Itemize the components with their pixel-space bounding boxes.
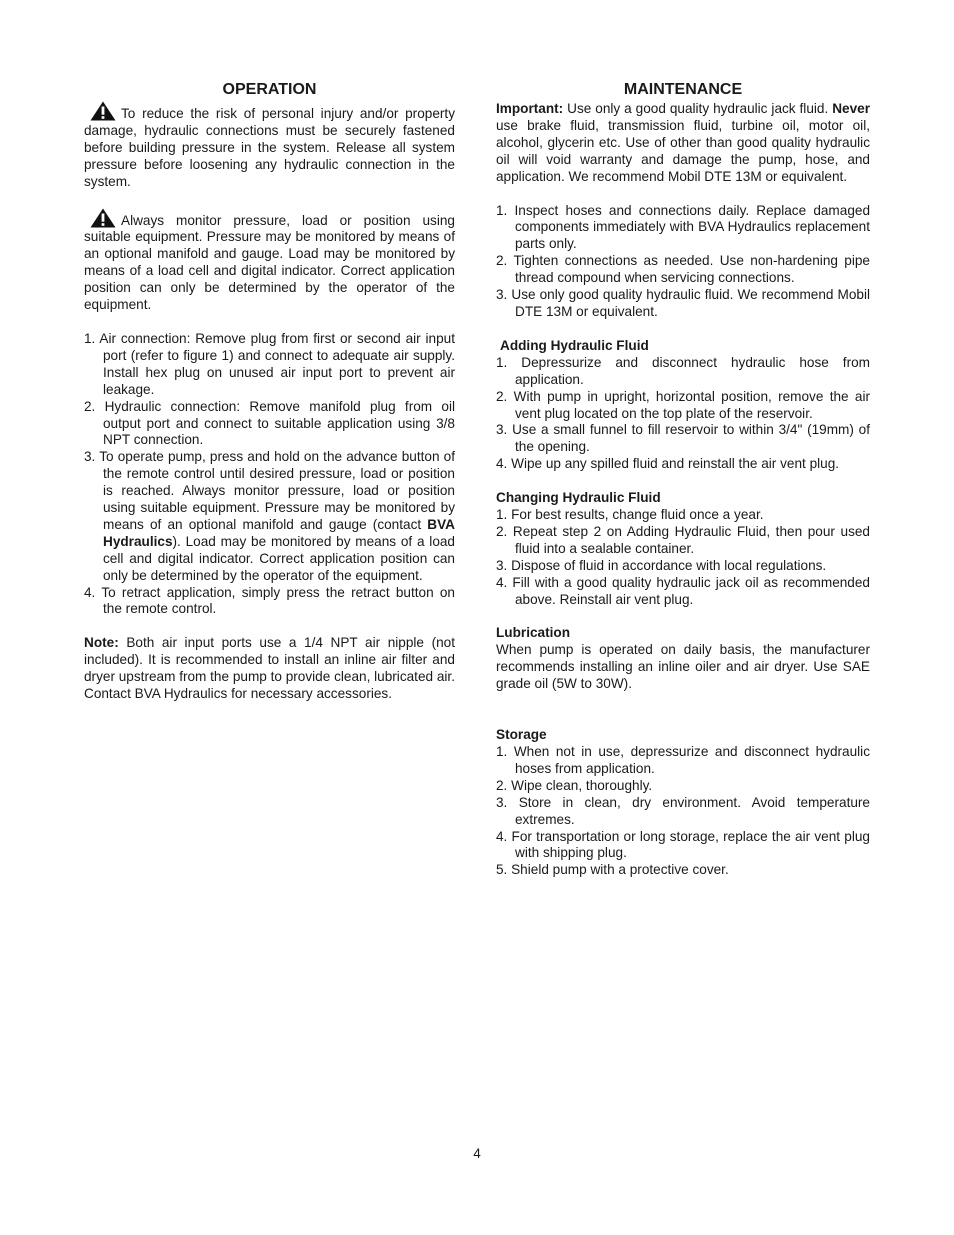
- list-item: 2. Hydraulic connection: Remove manifold plug from oil output port and connect to suitable application using 3/8 NPT connection.: [84, 398, 455, 448]
- step-3-text-b: ). Load may be monitored by means of a load cell and digital indicator. Correct application position can only be determined by the operator of the equipment.: [103, 533, 455, 583]
- operation-column: [84, 80, 455, 703]
- step-3-text-a: 3. To operate pump, press and hold on the advance button of the remote control until desired pressure, load or position is reached. Always monitor pressure, load or position using suitable equipment. Pressure may be monitored by means of an optional manifold and gauge (contact: [84, 449, 455, 532]
- changing-fluid-heading: Changing Hydraulic Fluid: [496, 490, 661, 506]
- changing-fluid-list: [496, 507, 870, 608]
- list-item: 4. Wipe up any spilled fluid and reinstall the air vent plug.: [496, 456, 840, 472]
- note-text: Both air input ports use a 1/4 NPT air nipple (not included). It is recommended to install an inline air filter and dryer upstream from the pump to provide clean, lubricated air. Contact BVA Hydraulics for necessary accessories.: [84, 635, 455, 702]
- warning-2-text: Always monitor pressure, load or position using suitable equipment. Pressure may be monitored by means of an optional manifold and gauge. Load may be monitored by means of a load cell and digital indicator. Correct application position can only be determined by the operator of the equipment.: [84, 212, 455, 313]
- maintenance-heading: MAINTENANCE: [623, 81, 743, 98]
- list-item: 3. Use a small funnel to fill reservoir to within 3/4" (19mm) of the opening.: [496, 422, 870, 455]
- list-item: 3. Dispose of fluid in accordance with local regulations.: [496, 557, 827, 573]
- list-item: 1. When not in use, depressurize and disconnect hydraulic hoses from application.: [496, 744, 870, 776]
- maintenance-steps-list: [496, 203, 870, 321]
- note-paragraph: [84, 635, 455, 703]
- list-item: 5. Shield pump with a protective cover.: [496, 862, 729, 878]
- list-item: 1. Air connection: Remove plug from first or second air input port (refer to figure 1) and connect to adequate air supply. Install hex plug on unused air input port to prevent air leakage.: [84, 330, 455, 397]
- operation-heading: OPERATION: [222, 81, 317, 98]
- warning-triangle-icon: [90, 101, 116, 121]
- list-item: 1. Inspect hoses and connections daily. Replace damaged components immediately with BVA Hydraulics replacement parts only.: [496, 202, 870, 252]
- lubrication-text: When pump is operated on daily basis, the manufacturer recommends installing an inline oiler and air dryer. Use SAE grade oil (5W to 30W).: [496, 642, 870, 692]
- page-number: 4: [473, 1146, 481, 1161]
- list-item: 2. Wipe clean, thoroughly.: [496, 777, 653, 793]
- list-item: 2. With pump in upright, horizontal position, remove the air vent plug located on the top plate of the reservoir.: [496, 388, 870, 421]
- warning-triangle-icon: [90, 208, 116, 228]
- adding-fluid-list: [496, 355, 870, 473]
- important-paragraph: [496, 101, 870, 186]
- note-label: Note:: [84, 635, 119, 651]
- warning-paragraph-2: [84, 208, 455, 314]
- step-3-brand: BVA Hydraulics: [103, 516, 455, 549]
- list-item: 3. Use only good quality hydraulic fluid. We recommend Mobil DTE 13M or equivalent.: [496, 287, 870, 319]
- operation-steps-list: [84, 331, 455, 618]
- maintenance-column: [496, 80, 870, 879]
- important-label: Important:: [496, 101, 564, 116]
- storage-list: [496, 744, 870, 879]
- adding-fluid-heading: Adding Hydraulic Fluid: [500, 337, 649, 353]
- warning-paragraph-1: [84, 101, 455, 191]
- list-item: 1. For best results, change fluid once a year.: [496, 507, 764, 523]
- list-item: 2. Tighten connections as needed. Use non-hardening pipe thread compound when servicing connections.: [496, 253, 870, 286]
- list-item: 1. Depressurize and disconnect hydraulic hose from application.: [496, 354, 870, 387]
- list-item: 4. To retract application, simply press the retract button on the remote control.: [84, 584, 455, 617]
- list-item: 4. For transportation or long storage, replace the air vent plug with shipping plug.: [496, 828, 870, 861]
- list-item: [84, 449, 455, 584]
- storage-heading: Storage: [496, 727, 547, 743]
- lubrication-heading: Lubrication: [496, 625, 571, 641]
- list-item: 3. Store in clean, dry environment. Avoid temperature extremes.: [496, 794, 870, 827]
- never-label: Never: [832, 101, 870, 116]
- list-item: 2. Repeat step 2 on Adding Hydraulic Fluid, then pour used fluid into a sealable container.: [496, 523, 870, 556]
- important-text-a: Use only a good quality hydraulic jack fluid.: [563, 101, 833, 116]
- warning-1-text: To reduce the risk of personal injury and/or property damage, hydraulic connections must be securely fastened before building pressure in the system. Release all system pressure before loosening any hydraulic connection in the system.: [84, 106, 455, 189]
- list-item: 4. Fill with a good quality hydraulic jack oil as recommended above. Reinstall air vent plug.: [496, 574, 870, 607]
- important-text-b: use brake fluid, transmission fluid, turbine oil, motor oil, alcohol, glycerin etc. Use of other than good quality hydraulic oil will void warranty and damage the pump, hose, and application. We recommend Mobil DTE 13M or equivalent.: [496, 117, 870, 184]
